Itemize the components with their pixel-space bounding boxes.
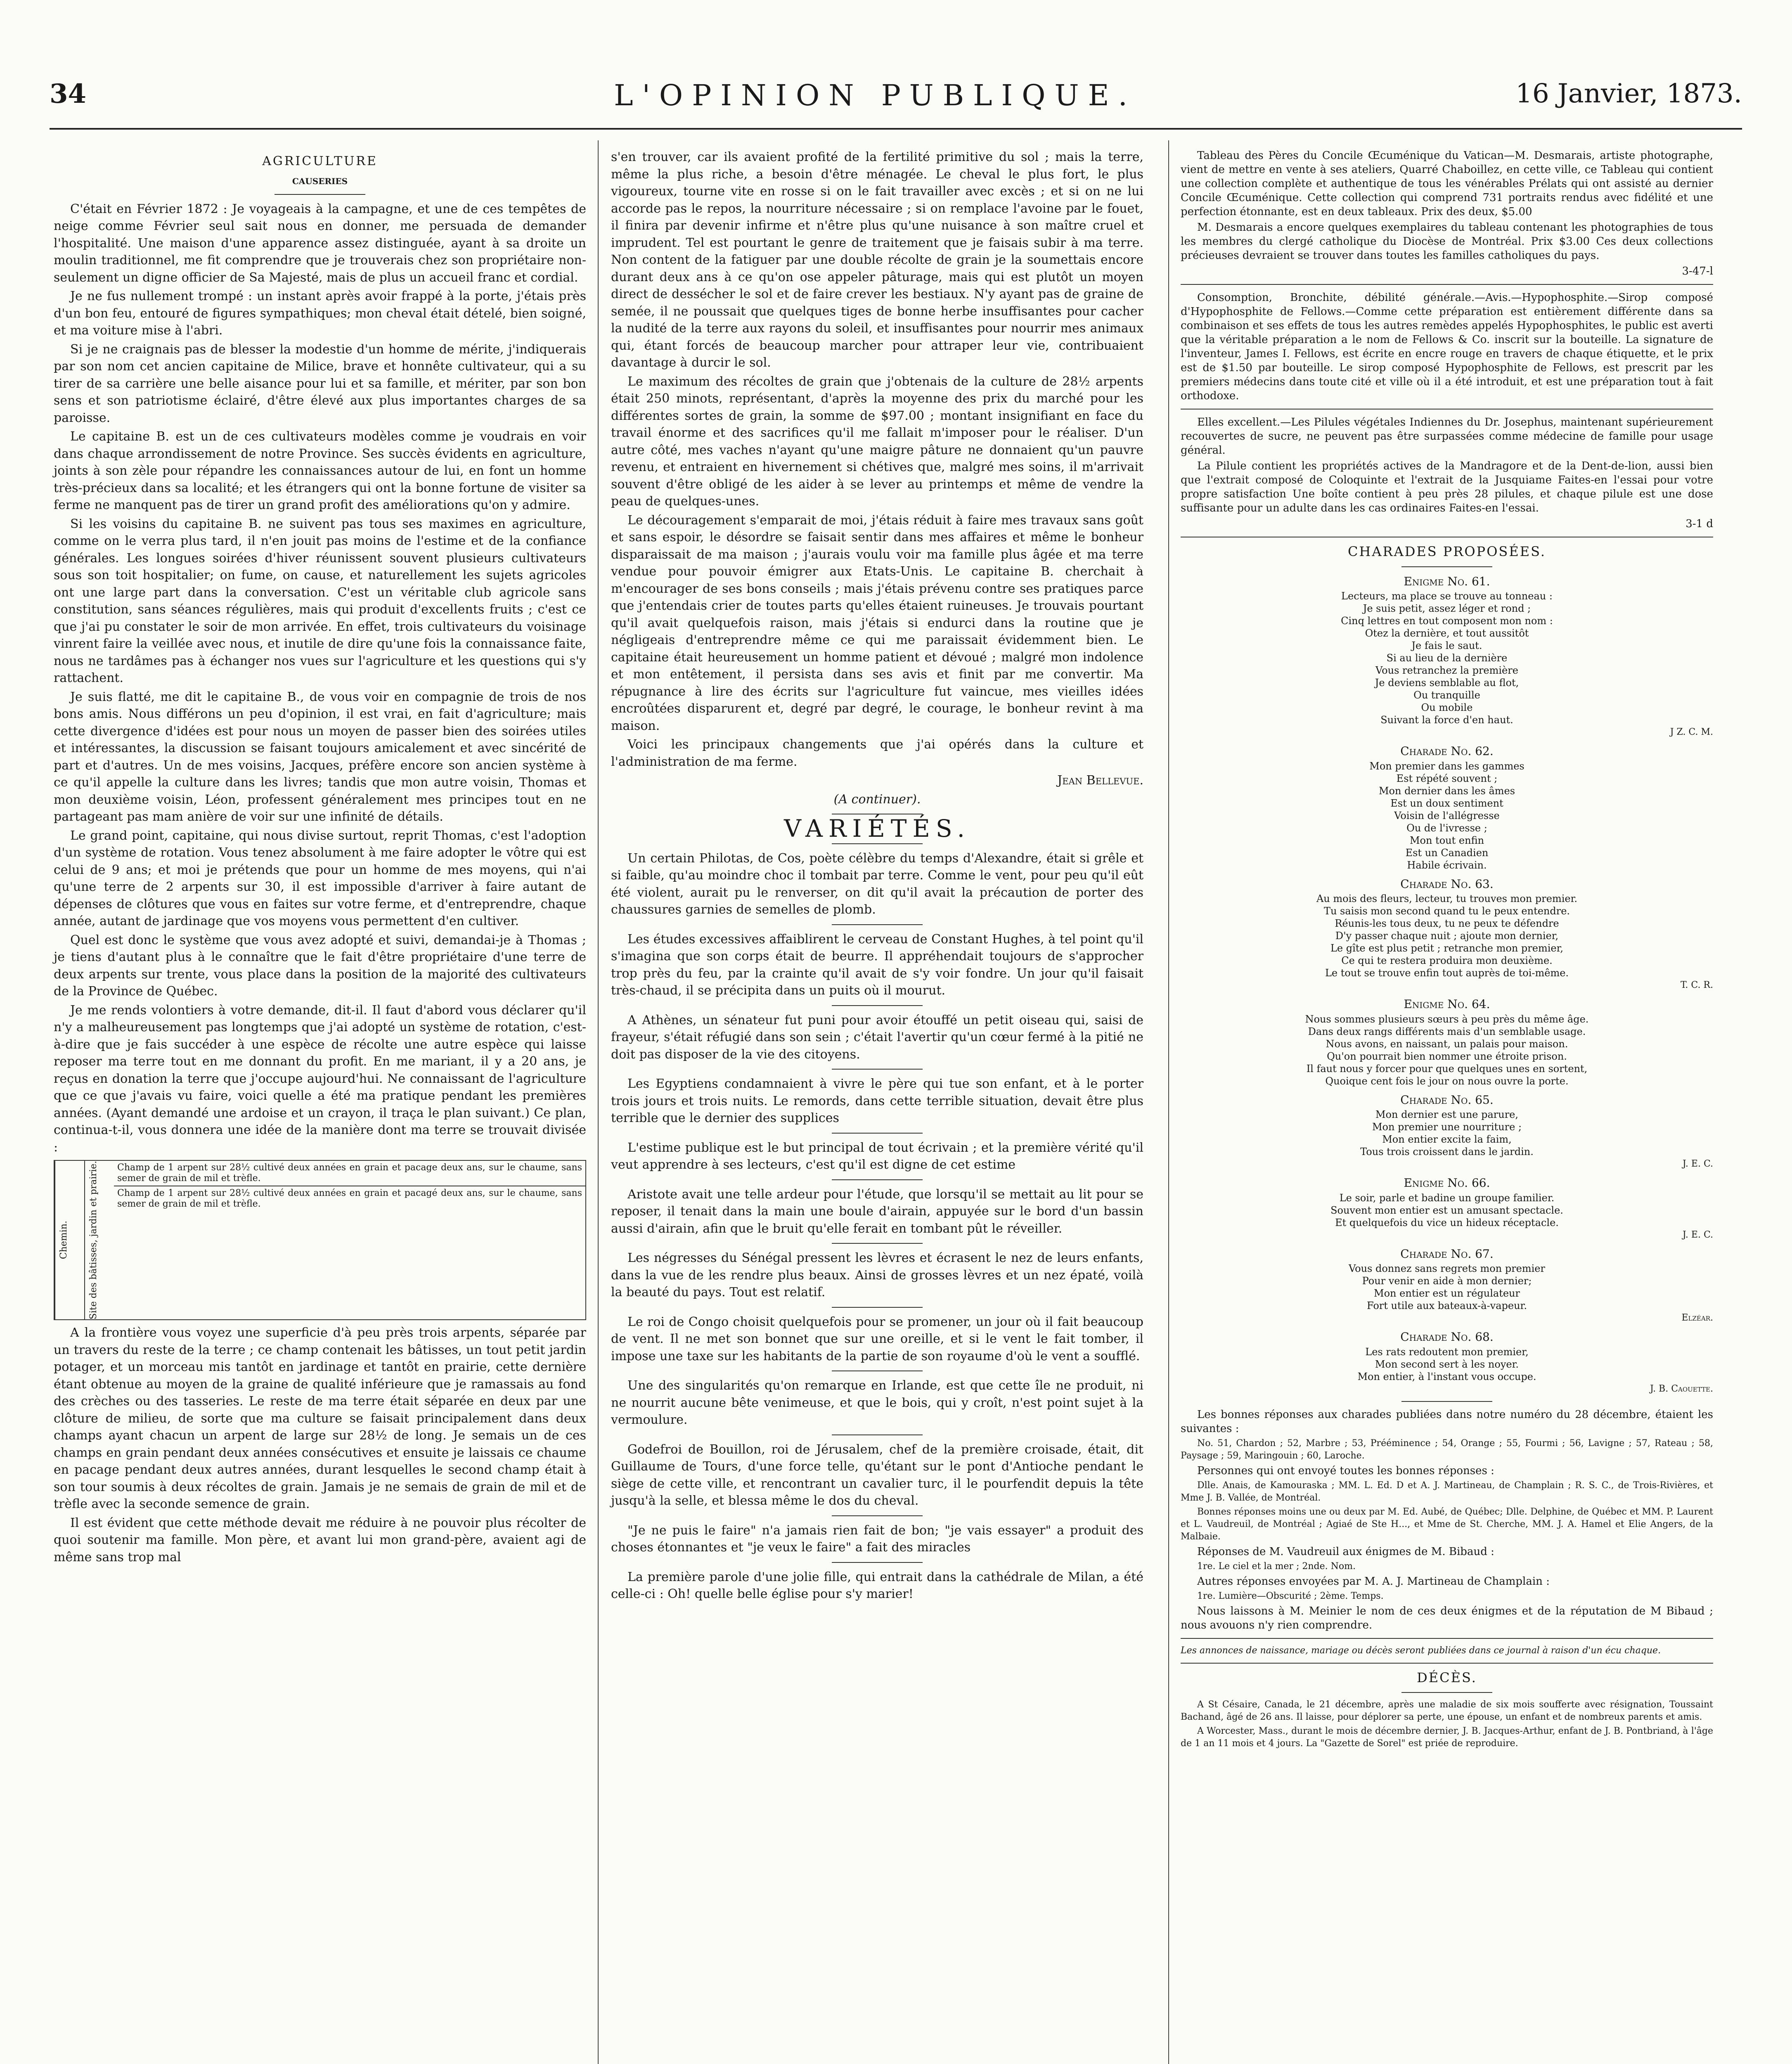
riddle-line: Le gîte est plus petit ; retranche mon premier, [1330,942,1564,954]
paragraph: Il est évident que cette méthode devait me réduire à ne pouvoir plus récolter de quoi soutenir ma famille. Mon père, et avant lui mon grand-père, avaient agi de même sans trop mal [54,1515,586,1565]
riddle-line: Lecteurs, ma place se trouve au tonneau : [1341,590,1553,602]
section-heading-charades: CHARADES PROPOSÉES. [1347,544,1546,559]
page-number: 34 [50,78,87,109]
section-heading-agriculture: AGRICULTURE [262,154,378,168]
paragraph: Le maximum des récoltes de grain que j'obtenais de la culture de 28½ arpents était 250 minots, représentant, d'après la moyenne des prix du marché pour les différentes sortes de grain, la somme de $97.00 ; montant insignifiant en face du travail énorme et des sacrifices qu'il me fallait m'imposer pour le réaliser. D'un autre côté, mes vaches n'ayant qu'une maigre pâture ne donnaient qu'un pauvre revenu, et entraient en hivernement si chétives que, malgré mes soins, il m'arrivait souvent d'être obligé de les aider à se lever au printemps et même de vendre la peau de quelques-unes. [611,374,1143,509]
paragraph: C'était en Février 1872 : Je voyageais à la campagne, et une de ces tempêtes de neige comme Février seul sait nous en donner, me persuada de demander l'hospitalité. Une maison d'une apparence assez distinguée, ayant à sa droite un moulin traditionnel, me fit comprendre que je trouverais chez son propriétaire non-seulement un digne officier de Sa Majesté, mais de plus un accueil franc et cordial. [54,201,586,285]
riddle-title: Enigme No. 64. [1404,997,1490,1011]
answers-names: Bonnes réponses moins une ou deux par M. Ed. Aubé, de Québec; Dlle. Delphine, de Québec et MM. P. Laurent et L. Vaudreuil, de Montréal ; Agiaé de Ste H..., et Mme de St. Cherche, MM. J. A. Hamel et Elie Angers, de la Malbaie. [1181,1506,1713,1542]
riddle-line: Mon entier, à l'instant vous occupe. [1357,1370,1536,1382]
paragraph: Le capitaine B. est un de ces cultivateurs modèles comme je voudrais en voir dans chaque arrondissement de notre Province. Ses succès évidents en agriculture, joints à son zèle pour répandre les connaissances autour de lui, en font un homme très-précieux dans sa localité; et les étrangers qui ont la bonne fortune de visiter sa ferme ne manquent pas de tirer un grand profit des améliorations qu'on y admire. [54,429,586,512]
farm-plan-table [54,1160,586,1320]
death-notice: A Worcester, Mass., durant le mois de décembre dernier, J. B. Jacques-Arthur, enfant de J. B. Pontbriand, à l'âge de 1 an 11 mois et 4 jours. La "Gazette de Sorel" est priée de reproduire. [1181,1726,1713,1749]
divider [832,1133,923,1134]
riddle-line: Mon premier une nourriture ; [1372,1121,1522,1133]
riddle-text [1181,1108,1713,1158]
riddle-line: Les rats redoutent mon premier, [1365,1346,1529,1358]
riddle-title: Charade No. 65. [1400,1093,1494,1107]
divider [832,1307,923,1308]
riddle-line: Mon dernier est une parure, [1375,1109,1519,1120]
divider [832,924,923,925]
divider [832,1179,923,1180]
column-divider [1168,140,1169,2064]
anecdote: Une des singularités qu'on remarque en Irlande, est que cette île ne produit, ni ne nourrit aucune bête venimeuse, et que le bois, qui y croît, n'est point sujet à la vermoulure. [611,1378,1143,1427]
divider [832,843,923,844]
riddle-line: Est un Canadien [1405,847,1489,859]
riddle-line: Réunis-les tous deux, tu ne peux te défendre [1335,918,1559,929]
riddle-line: Au mois des fleurs, lecteur, tu trouves mon premier. [1316,893,1578,904]
riddle-line: Le soir, parle et badine un groupe familier. [1339,1192,1555,1204]
advertisement: Elles excellent.—Les Pilules végétales Indiennes du Dr. Josephus, maintenant supérieurement recouvertes de sucre, ne peuvent pas être surpassées comme médecine de famille pour usage général. [1181,416,1713,457]
answers-intro: Les bonnes réponses aux charades publiées dans notre numéro du 28 décembre, étaient les suivantes : [1181,1408,1713,1435]
riddle-title: Charade No. 62. [1400,744,1494,758]
paragraph: Je suis flatté, me dit le capitaine B., de vous voir en compagnie de trois de nos bons amis. Nous différons un peu d'opinion, il est vrai, en fait d'agriculture; mais cette divergence d'idées est pour nous un moyen de passer bien des soirées utiles et intéressantes, la discussion se faisant toujours amicalement et avec sincérité de part et d'autres. Un de mes voisins, Jacques, préfère encore son ancien système à ce qu'il appelle la culture dans les livres; tandis que mon autre voisin, Thomas et mon deuxième voisin, Léon, professent généralement mes principes tout en ne partageant pas mam anière de voir sur une infinité de détails. [54,689,586,824]
riddle-line: Vous retranchez la première [1375,665,1518,676]
riddle-title: Charade No. 67. [1400,1247,1494,1261]
riddle-line: Fort utile aux bateaux-à-vapeur. [1366,1300,1527,1311]
table-side-label: Chemin. [54,1161,84,1319]
divider [832,1370,923,1371]
riddle-line: Voisin de l'allégresse [1394,810,1500,821]
riddle-title: Charade No. 63. [1400,877,1494,891]
divider [1181,284,1713,285]
riddle-signature: J Z. C. M. [1670,727,1713,737]
answers-heading: Personnes qui ont envoyé toutes les bonnes réponses : [1197,1464,1494,1477]
riddle-line: Si au lieu de la dernière [1386,652,1508,664]
author-signature: Jean Bellevue. [1057,773,1143,788]
paragraph: Je me rends volontiers à votre demande, dit-il. Il faut d'abord vous déclarer qu'il n'y a malheureusement pas longtemps que j'ai adopté un système de rotation, c'est-à-dire que je fais succéder à une espèce de récolte une autre espèce qui laisse reposer ma terre tout en me donnant du profit. En me mariant, il y a 20 ans, je reçus en donation la terre que j'occupe aujourd'hui. Ne connaissant de l'agriculture que ce que j'avais vu faire, voici quelle a été ma pratique pendant les premières années. (Ayant demandé une ardoise et un crayon, il traça le plan suivant.) Ce plan, continua-t-il, vous donnera une idée de la manière dont ma terre se trouvait divisée : [54,1003,586,1155]
divider [832,1562,923,1563]
advertisement: M. Desmarais a encore quelques exemplaires du tableau contenant les photographies de tous les membres du clergé catholique du Diocèse de Montréal. Prix $3.00 Ces deux collections précieuses devraient se trouver dans toutes les familles catholiques du pays. [1181,221,1713,262]
advertisement: Consomption, Bronchite, débilité générale.—Avis.—Hypophosphite.—Sirop composé d'Hypophosphite de Fellows.—Comme cette préparation est entièrement différente dans sa combinaison et ses effets de tous les autres remèdes appelés Hypophosphites, le public est averti que la véritable préparation a le nom de Fellows & Co. inscrit sur la bouteille. La signature de l'inventeur, James I. Fellows, est écrite en encre rouge en travers de chaque étiquette, et le prix est de $1.50 par bouteille. Le sirop composé Hypophosphite de Fellows, est prescrit par les premiers médecins dans toute cité et ville où il a été introduit, et est une préparation tout à fait orthodoxe. [1181,291,1713,402]
riddle-line: Je suis petit, assez léger et rond ; [1363,603,1531,614]
riddle-line: Est répété souvent ; [1396,772,1498,784]
riddle-line: Qu'on pourrait bien nommer une étroite prison. [1327,1050,1567,1062]
answers-list: No. 51, Chardon ; 52, Marbre ; 53, Prééminence ; 54, Orange ; 55, Fourmi ; 56, Lavigne ; 57, Rateau ; 58, Paysage ; 59, Maringouin ; 60, Laroche. [1181,1438,1713,1461]
section-heading-deces: DÉCÈS. [1417,1669,1477,1685]
riddle-text [1181,590,1713,726]
paragraph: A la frontière vous voyez une superficie d'à peu près trois arpents, séparée par un travers du reste de la terre ; ce champ contenait les bâtisses, un tout petit jardin potager, et un morceau mis tantôt en jardinage et tantôt en prairie, cette dernière étant obtenue au moyen de la graine de qualité inférieure que je ramassais au fond des crèches ou des tasseries. Le reste de ma terre était séparée en deux par une clôture de milieu, de sorte que ma culture se faisait principalement dans deux champs ayant chacun un arpent de large sur 28½ de long. Je semais un de ces champs en grain pendant deux années consécutives et ensuite je laissais ce chaume en pacage pendant deux autres années, durant lesquelles le second champ était à son tour soumis à deux récoltes de grain. Jamais je ne semais de grain de mil et de trèfle avec la seconde semence de grain. [54,1326,586,1512]
riddle-line: Suivant la force d'en haut. [1380,714,1513,726]
divider [1181,1638,1713,1639]
riddle-signature: J. E. C. [1682,1159,1713,1169]
table-row: Champ de 1 arpent sur 28½ cultivé deux années en grain et pacage deux ans, sur le chaume, sans semer de grain de mil et trèfle. [114,1161,585,1186]
riddle-text [1181,1192,1713,1229]
riddle-line: Ou mobile [1421,702,1473,713]
anecdote: A Athènes, un sénateur fut puni pour avoir étouffé un petit oiseau qui, saisi de frayeur, s'était réfugié dans son sein ; c'était l'avertir qu'un cœur fermé à la pitié ne doit pas disposer de la vie des citoyens. [611,1013,1143,1062]
divider [832,1243,923,1244]
death-notice: A St Césaire, Canada, le 21 décembre, après une maladie de six mois soufferte avec résignation, Toussaint Bachand, âgé de 26 ans. Il laisse, pour déplorer sa perte, une épouse, un enfant et de nombreux parents et amis. [1181,1699,1713,1722]
riddle-line: Mon entier est un régulateur [1374,1288,1520,1299]
riddle-line: Pour venir en aide à mon dernier; [1362,1275,1532,1287]
divider [832,1434,923,1435]
riddle-title: Charade No. 68. [1400,1330,1494,1344]
riddle-line: Tu saisis mon second quand tu le peux entendre. [1323,905,1570,917]
riddle-line: Nous avons, en naissant, un palais pour maison. [1326,1038,1568,1050]
anecdote: Le roi de Congo choisit quelquefois pour se promener, un jour où il fait beaucoup de vent. Il ne met son bonnet que sur une oreille, et si le vent le fait tomber, il impose une taxe sur les habitants de la partie de son royaume d'où le vent a soufflé. [611,1314,1143,1363]
paragraph: Si les voisins du capitaine B. ne suivent pas tous ses maximes en agriculture, comme on le verra plus tard, il n'en jouit pas moins de l'estime et de la confiance générales. Les longues soirées d'hiver réunissent souvent plusieurs cultivateurs sous son toit hospitalier; on fume, on cause, et naturellement les sujets agricoles ont une large part dans la conversation. C'est un véritable club agricole sans constitution, sans séances régulières, mais qui produit d'excellents fruits ; c'est ce que j'ai pu constater le soir de mon arrivée. En effet, trois cultivateurs du voisinage vinrent faire la veillée avec nous, et inutile de dire qu'une fois la connaissance faite, nous ne tardâmes pas à échanger nos vues sur l'agriculture et les questions qui s'y rattachent. [54,516,586,685]
column-varietes [611,149,1143,1605]
riddle-line: D'y passer chaque nuit ; ajoute mon dernier, [1335,930,1559,942]
answers-text: 1re. Le ciel et la mer ; 2nde. Nom. [1197,1561,1356,1572]
ad-reference: 3-1 d [1685,518,1713,530]
newspaper-title: L'OPINION PUBLIQUE. [614,78,1136,112]
to-be-continued: (A continuer). [833,792,921,807]
paragraph: Je ne fus nullement trompé : un instant après avoir frappé à la porte, j'étais près d'un bon feu, entouré de figures sympathiques; mon cheval était dételé, bien soigné, et ma voiture mise à l'abri. [54,289,586,338]
paragraph: Le découragement s'emparait de moi, j'étais réduit à faire mes travaux sans goût et sans espoir, le désordre se faisait sentir dans mes affaires et même le bonheur disparaissait de ma maison ; j'aurais voulu voir ma famille plus âgée et ma terre vendue pour pouvoir émigrer aux Etats-Unis. Le capitaine B. cherchait à m'encourager de ses bons conseils ; mais j'étais prévenu contre ses pratiques parce que j'entendais crier de toutes parts qu'elles étaient ruineuses. Je trouvais pourtant qu'il avait quelquefois raison, mais j'étais si endurci dans la routine que je négligeais d'entreprendre même ce qui me paraissait évidemment bien. Le capitaine était heureusement un homme patient et dévoué ; malgré mon indolence et mon entêtement, il persista dans ses avis et finit par me convertir. Ma répugnance à lire des écrits sur l'agriculture fut vaincue, mes vieilles idées encroûtées disparurent et, degré par degré, le courage, le bonheur revint à ma maison. [611,513,1143,733]
column-notices [1181,149,1713,1752]
divider [275,194,365,195]
riddle-text [1181,1013,1713,1087]
riddle-line: Il faut nous y forcer pour que quelques unes en sortent, [1306,1063,1588,1075]
section-subheading: CAUSERIES [292,176,348,186]
issue-date: 16 Janvier, 1873. [1515,78,1742,109]
riddle-line: Cinq lettres en tout composent mon nom : [1341,615,1553,627]
riddle-title: Enigme No. 66. [1404,1176,1490,1190]
riddle-line: Otez la dernière, et tout aussitôt [1365,627,1529,639]
riddle-line: Ou tranquille [1413,689,1480,701]
advertisement: La Pilule contient les propriétés actives de la Mandragore et de la Dent-de-lion, aussi bien que l'extrait composé de Coloquinte et l'extrait de la Jusquiame Faites-en l'essai pour votre propre satisfaction Une boîte contient à peu près 28 pilules, et chaque pilule est une dose suffisante pour un adulte dans les cas ordinaires Faites-en l'essai. [1181,460,1713,514]
anecdote: Un certain Philotas, de Cos, poète célèbre du temps d'Alexandre, était si grêle et si faible, qu'au moindre choc il tombait par terre. Comme le vent, pour peu qu'il eût été violent, aurait pu le renverser, on dit qu'il avait la précaution de porter des chaussures garnies de semelles de plomb. [611,851,1143,917]
riddle-line: Souvent mon entier est un amusant spectacle. [1330,1204,1563,1216]
riddle-line: Ou de l'ivresse ; [1406,822,1487,834]
riddle-line: Nous sommes plusieurs sœurs à peu près du même âge. [1305,1013,1589,1025]
answers-text: 1re. Lumière—Obscurité ; 2ème. Temps. [1197,1591,1384,1601]
riddle-line: Je deviens semblable au flot, [1375,677,1519,689]
riddle-signature: J. E. C. [1682,1229,1713,1240]
anecdote: Aristote avait une telle ardeur pour l'étude, que lorsqu'il se mettait au lit pour se reposer, il tenait dans la main une boule d'airain, appuyée sur le bord d'un bassin aussi d'airain, afin que le bruit qu'elle ferait en tombant pût le réveiller. [611,1187,1143,1236]
riddle-signature: J. B. Caouette. [1650,1383,1713,1394]
paragraph: s'en trouver, car ils avaient profité de la fertilité primitive du sol ; mais la terre, même la plus riche, a besoin d'être ménagée. Le cheval le plus fort, le plus vigoureux, tourne vite en rosse si on le fait travailler avec excès ; et si on ne lui accorde pas le repos, la nourriture nécessaire ; si on remplace l'avoine par le fouet, il finira par devenir infirme et n'être plus qu'une nuisance à son maître cruel et imprudent. Tel est pourtant le genre de traitement que je faisais subir à ma terre. Non content de la fatiguer par une double récolte de grain je la soumettais encore durant deux ans à ce qu'on ose appeler pâturage, mais qui est plutôt un moyen direct de dessécher le sol et de faire crever les bestiaux. N'y ayant pas de graine de semée, il ne poussait que quelques tiges de bonne herbe insuffisantes pour cacher la nudité de la terre aux rayons du soleil, et insuffisantes pour nourrir mes animaux qui, étant forcés de beaucoup marcher pour attraper leur vie, contribuaient davantage à durcir le sol. [611,150,1143,370]
riddle-line: Est un doux sentiment [1390,797,1503,809]
anecdote: "Je ne puis le faire" n'a jamais rien fait de bon; "je vais essayer" a produit des choses étonnantes et "je veux le faire" a fait des miracles [611,1523,1143,1555]
paragraph: Quel est donc le système que vous avez adopté et suivi, demandai-je à Thomas ; je tiens d'autant plus à le connaître que le fait d'être propriétaire d'une terre de deux arpents sur trente, vous place dans la position de la majorité des cultivateurs de la Province de Québec. [54,933,586,999]
riddle-line: Mon entier excite la faim, [1382,1134,1512,1145]
column-divider [598,140,599,2064]
riddle-line: Mon premier dans les gammes [1369,760,1525,772]
header-rule [50,128,1742,130]
paragraph: Si je ne craignais pas de blesser la modestie d'un homme de mérite, j'indiquerais par son nom cet ancien capitaine de Milice, brave et honnête cultivateur, qui a su tirer de sa carrière une belle aisance pour lui et sa famille, et mériter, par son bon sens et son patriotisme éclairé, d'être élevé aux plus importantes charges de sa paroisse. [54,342,586,425]
riddle-text [1181,1346,1713,1383]
page-header [50,74,1742,124]
answers-heading: Autres réponses envoyées par M. A. J. Martineau de Champlain : [1197,1575,1550,1588]
divider [832,1069,923,1070]
anecdote: Les études excessives affaiblirent le cerveau de Constant Hughes, à tel point qu'il s'imagina que son corps était de beurre. Il appréhendait toujours de s'approcher trop près du feu, par la crainte qu'il avait de s'y voir fondre. Un jour qu'il faisait très-chaud, il se précipita dans un puits où il mourut. [611,932,1143,998]
divider [1401,566,1492,567]
anecdote: L'estime publique est le but principal de tout écrivain ; et la première vérité qu'il veut apprendre à ses lecteurs, c'est qu'il est digne de cet estime [611,1140,1143,1172]
riddle-line: Ce qui te restera produira mon deuxième. [1341,955,1553,966]
ad-reference: 3-47-l [1682,265,1713,277]
table-row: Champ de 1 arpent sur 28½ cultivé deux années en grain et pacagé deux ans, sur le chaume, sans semer de grain de mil et trèfle. [117,1188,582,1209]
riddle-line: Je fais le saut. [1411,640,1482,651]
riddle-line: Dans deux rangs différents mais d'un semblable usage. [1308,1025,1586,1037]
column-agriculture [54,149,586,1567]
paragraph: Voici les principaux changements que j'ai opérés dans la culture et l'administration de ma ferme. [611,737,1143,769]
anecdote: Les négresses du Sénégal pressent les lèvres et écrasent le nez de leurs enfants, dans la vue de les rendre plus beaux. Ainsi de grosses lèvres et un nez épaté, voilà la beauté du pays. Tout est relatif. [611,1251,1143,1299]
notice: Les annonces de naissance, mariage ou décès seront publiées dans ce journal à raison d'un écu chaque. [1181,1645,1661,1656]
answers-text: Nous laissons à M. Meinier le nom de ces deux énigmes et de la réputation de M Bibaud ; nous avouons n'y rien comprendre. [1181,1605,1713,1631]
riddle-text [1181,760,1713,871]
divider [832,1515,923,1516]
riddle-line: Et quelquefois du vice un hideux réceptacle. [1335,1217,1559,1228]
riddle-line: Quoique cent fois le jour on nous ouvre la porte. [1325,1075,1569,1087]
answers-names: Dlle. Anais, de Kamouraska ; MM. L. Ed. D et A. J. Martineau, de Champlain ; R. S. C., de Trois-Rivières, et Mme J. B. Vallée, de Montréal. [1181,1480,1713,1503]
riddle-line: Tous trois croissent dans le jardin. [1360,1146,1534,1157]
table-rows [114,1161,585,1319]
riddle-text [1181,1262,1713,1312]
divider [1181,1663,1713,1664]
section-heading-varietes: VARIÉTÉS. [784,814,971,843]
divider [832,1005,923,1006]
riddle-signature: Elzéar. [1681,1313,1713,1323]
riddle-title: Enigme No. 61. [1404,574,1490,588]
riddle-signature: T. C. R. [1680,980,1713,990]
riddle-text [1181,892,1713,979]
table-mid-label: Site des bâtisses, jardin et prairie. [84,1161,114,1319]
anecdote: Les Egyptiens condamnaient à vivre le père qui tue son enfant, et à le porter trois jours et trois nuits. Le remords, dans cette terrible situation, devait être plus terrible que le dernier des supplices [611,1077,1143,1125]
anecdote: Godefroi de Bouillon, roi de Jérusalem, chef de la première croisade, était, dit Guillaume de Tours, d'une force telle, qu'étant sur le pont d'Antioche pendant le siège de cette ville, et rencontrant un cavalier turc, il le pourfendit depuis la tête jusqu'à la selle, et blessa même le dos du cheval. [611,1442,1143,1508]
anecdote: La première parole d'une jolie fille, qui entrait dans la cathédrale de Milan, a été celle-ci : Oh! quelle belle église pour s'y marier! [611,1569,1143,1601]
riddle-line: Habile écrivain. [1407,859,1487,871]
riddle-line: Le tout se trouve enfin tout auprès de toi-même. [1325,967,1569,979]
riddle-line: Vous donnez sans regrets mon premier [1349,1263,1545,1274]
advertisement: Tableau des Pères du Concile Œcuménique du Vatican—M. Desmarais, artiste photographe, vient de mettre en vente à ses ateliers, Quarré Chaboillez, en cette ville, ce Tableau qui contient une collection complète et authentique de tous les vénérables Prélats qui ont assisté au dernier Concile Œcuménique. Cette collection qui comprend 731 portraits rendus avec fidélité et une perfection étonnante, est en deux tableaux. Prix des deux, $5.00 [1181,149,1713,218]
riddle-line: Mon tout enfin [1409,834,1484,846]
paragraph: Le grand point, capitaine, qui nous divise surtout, reprit Thomas, c'est l'adoption d'un système de rotation. Vous tenez absolument à me faire adopter le vôtre qui est celui de 9 ans; et moi je prétends que pour un homme de mes moyens, qui n'ai qu'une terre de 2 arpents sur 30, il est impossible d'arriver à faire autant de dépenses de clôtures que vous en faites sur votre ferme, et d'entreprendre, chaque année, autant de jardinage que vos moyens vous permettent d'en cultiver. [54,828,586,928]
divider [1401,1692,1492,1693]
divider [1401,1401,1492,1402]
answers-heading: Réponses de M. Vaudreuil aux énigmes de M. Bibaud : [1197,1545,1494,1558]
riddle-line: Mon dernier dans les âmes [1378,785,1515,797]
riddle-line: Mon second sert à les noyer. [1375,1358,1519,1370]
